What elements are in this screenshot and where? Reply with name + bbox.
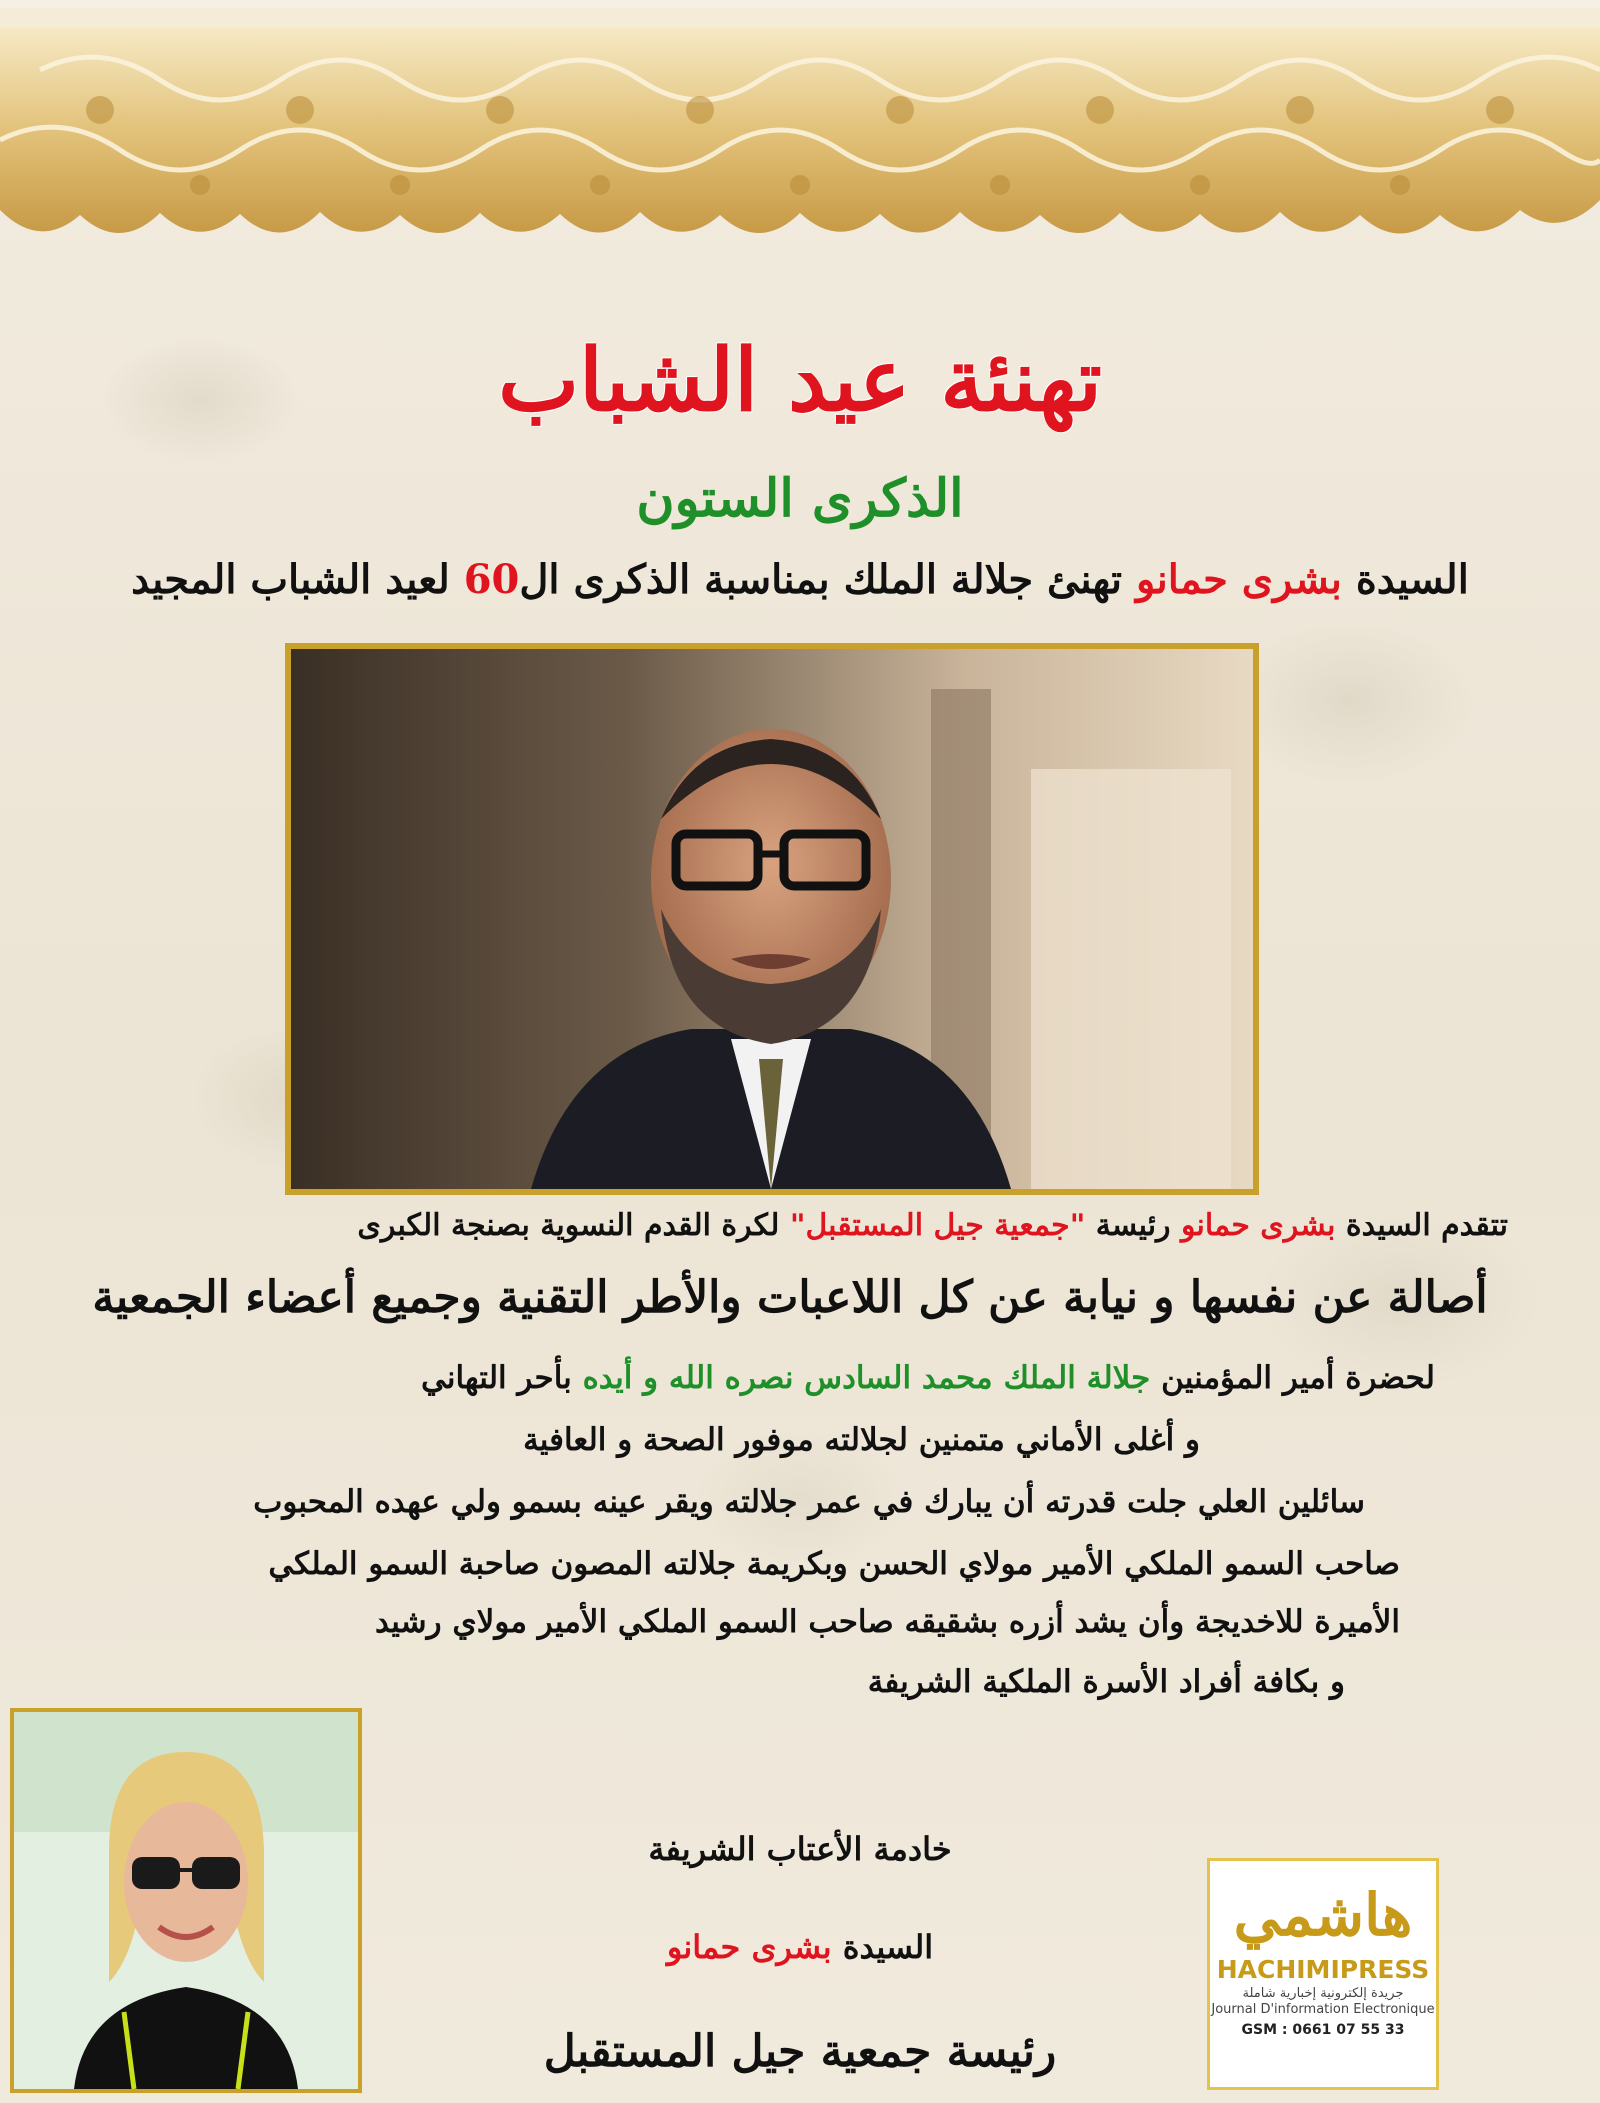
p3-king: جلالة الملك محمد السادس نصره الله و أيده xyxy=(582,1360,1151,1396)
message-line-6: صاحب السمو الملكي الأمير مولاي الحسن وبكريمة جلالته المصون صاحبة السمو الملكي xyxy=(268,1546,1400,1582)
p1-name: بشرى حمانو xyxy=(1180,1208,1336,1243)
logo-gsm: GSM : 0661 07 55 33 xyxy=(1241,2022,1405,2038)
p1-mid: رئيسة xyxy=(1085,1208,1181,1243)
intro-post: لعيد الشباب المجيد xyxy=(131,556,464,603)
message-line-7: الأميرة للاخديجة وأن يشد أزره بشقيقه صاحب السمو الملكي الأمير مولاي رشيد xyxy=(375,1604,1400,1640)
logo-brand: HACHIMIPRESS xyxy=(1216,1955,1430,1984)
message-line-4: و أغلى الأماني متمنين لجلالته موفور الصحة و العافية xyxy=(523,1422,1200,1458)
signature-role: رئيسة جمعية جيل المستقبل xyxy=(543,2026,1057,2077)
signature-name: بشرى حمانو xyxy=(666,1928,832,1966)
intro-line xyxy=(0,556,1600,603)
intro-name: بشرى حمانو xyxy=(1135,556,1342,603)
logo-tagline-fr: Journal D'information Electronique xyxy=(1211,2002,1435,2017)
message-line-2: أصالة عن نفسها و نيابة عن كل اللاعبات والأطر التقنية وجميع أعضاء الجمعية xyxy=(92,1272,1488,1323)
signature-pre: السيدة xyxy=(831,1928,934,1966)
arabesque-ornament-band xyxy=(0,0,1600,260)
p3-post: بأحر التهاني xyxy=(421,1360,583,1396)
message-line-3 xyxy=(15,1360,1435,1396)
page-title: تهنئة عيد الشباب xyxy=(498,330,1102,431)
message-line-1 xyxy=(88,1208,1508,1243)
president-portrait xyxy=(10,1708,362,2093)
page-subtitle: الذكرى الستون xyxy=(636,468,964,529)
p3-pre: لحضرة أمير المؤمنين xyxy=(1150,1360,1435,1396)
king-photo-image xyxy=(291,649,1253,1189)
king-photo xyxy=(285,643,1259,1195)
intro-pre: السيدة xyxy=(1341,556,1469,603)
p1-pre: تتقدم السيدة xyxy=(1335,1208,1508,1243)
signature-title: خادمة الأعتاب الشريفة xyxy=(648,1830,952,1868)
message-line-8: و بكافة أفراد الأسرة الملكية الشريفة xyxy=(867,1664,1345,1700)
p1-org: "جمعية جيل المستقبل" xyxy=(789,1208,1086,1243)
intro-mid: تهنئ جلالة الملك بمناسبة الذكرى ال xyxy=(519,556,1136,603)
intro-number: 60 xyxy=(463,556,520,603)
message-line-5: سائلين العلي جلت قدرته أن يبارك في عمر جلالته ويقر عينه بسمو ولي عهده المحبوب xyxy=(253,1484,1365,1520)
logo-arabic: هاشمي xyxy=(1233,1881,1413,1949)
p1-post: لكرة القدم النسوية بصنجة الكبرى xyxy=(357,1208,790,1243)
logo-tagline-ar: جريدة إلكترونية إخبارية شاملة xyxy=(1242,1986,1404,2001)
hachimi-press-logo xyxy=(1207,1858,1439,2090)
president-portrait-image xyxy=(14,1712,358,2089)
